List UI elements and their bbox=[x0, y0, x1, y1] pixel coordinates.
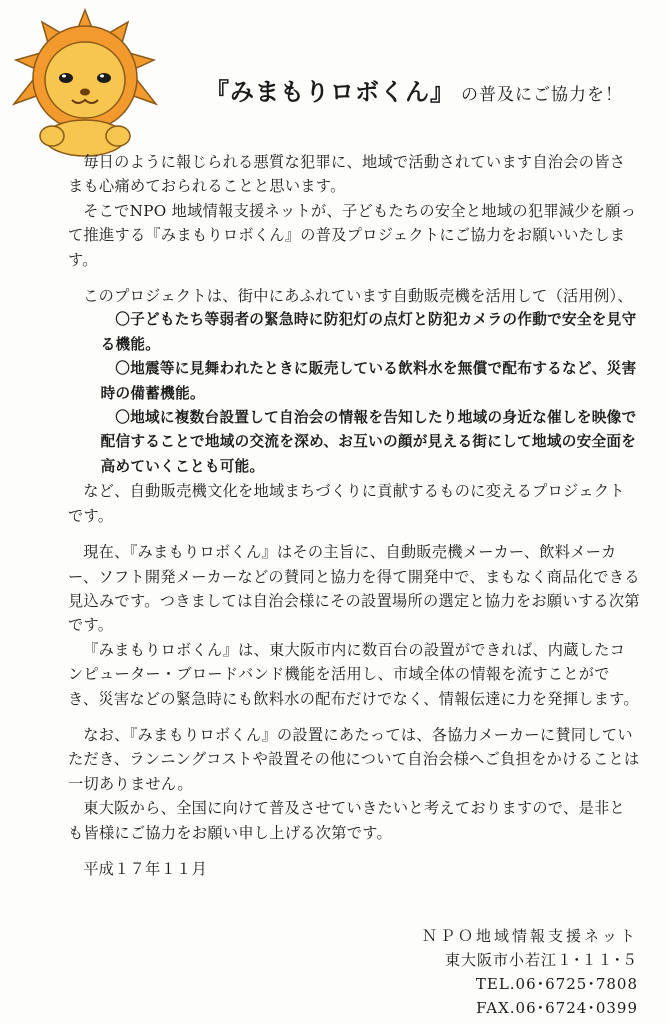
list-item: 〇地域に複数台設置して自治会の情報を告知したり地域の身近な催しを映像で配信することで地域の交流を深め、お互いの顔が見える街にして地域の安全面を高めていくことも可能。 bbox=[100, 409, 637, 475]
title-main: 『みまもりロボくん』 bbox=[205, 78, 455, 106]
list-item: 〇子どもたち等弱者の緊急時に防犯灯の点灯と防犯カメラの作動で安全を見守る機能。 bbox=[100, 311, 637, 353]
status-paragraph: 現在、『みまもりロボくん』はその主旨に、自動販売機メーカー、飲料メーカー、ソフト開発メーカーなどの賛同と協力を得て開発中で、まもなく商品化できる見込みです。つきましては自治会様にその設置場所の選定と協力をお願いする次第です。 bbox=[68, 543, 640, 635]
sender-fax: FAX.06･6724･0399 bbox=[476, 999, 638, 1017]
sender-address: 東大阪市小若江１･１１･５ bbox=[444, 951, 638, 969]
list-item: 〇地震等に見舞われたときに販売している飲料水を無償で配布するなど、災害時の備蓄機能。 bbox=[100, 360, 637, 402]
project-closing: など、自動販売機文化を地域まちづくりに貢献するものに変えるプロジェクトです。 bbox=[68, 482, 625, 525]
sender-organization: ＮＰＯ地域情報支援ネット bbox=[421, 927, 638, 945]
body-text bbox=[68, 150, 640, 881]
intro-paragraph: そこでNPO 地域情報支援ネットが、子どもたちの安全と地域の犯罪減少を願って推進する『みまもりロボくん』の普及プロジェクトにご協力をお願いいたします。 bbox=[68, 201, 637, 269]
intro-section bbox=[68, 150, 640, 272]
sender-tel: TEL.06･6725･7808 bbox=[475, 975, 638, 993]
status-paragraph: 『みまもりロボくん』は、東大阪市内に数百台の設置ができれば、内蔵したコンピューター・ブロードバンド機能を活用し、市域全体の情報を流すことができ、災害などの緊急時にも飲料水の配布だけでなく、情報伝達に力を発揮します。 bbox=[68, 640, 639, 708]
project-section bbox=[68, 284, 640, 528]
intro-paragraph: 毎日のように報じられる悪質な犯罪に、地域で活動されています自治会の皆さまも心痛めておられることと思います。 bbox=[68, 153, 626, 196]
title-suffix: の普及にご協力を！ bbox=[461, 85, 623, 105]
project-lead: このプロジェクトは、街中にあふれています自動販売機を活用して（活用例）、 bbox=[83, 287, 633, 306]
status-section bbox=[68, 540, 640, 711]
sender-block bbox=[422, 924, 638, 1020]
issue-date: 平成１７年１１月 bbox=[83, 859, 208, 878]
function-list bbox=[68, 308, 640, 479]
closing-paragraph: なお、『みまもりロボくん』の設置にあたっては、各協力メーカーに賛同していただき、ランニングコストや設置その他について自治会様へご負担をかけることは一切ありません。 bbox=[68, 725, 640, 793]
page-title bbox=[205, 72, 623, 107]
lion-mascot-icon bbox=[10, 8, 160, 158]
closing-section bbox=[68, 723, 640, 845]
closing-paragraph: 東大阪から、全国に向けて普及させていきたいと考えておりますので、是非とも皆様にご協力をお願い申し上げる次第です。 bbox=[68, 799, 625, 842]
